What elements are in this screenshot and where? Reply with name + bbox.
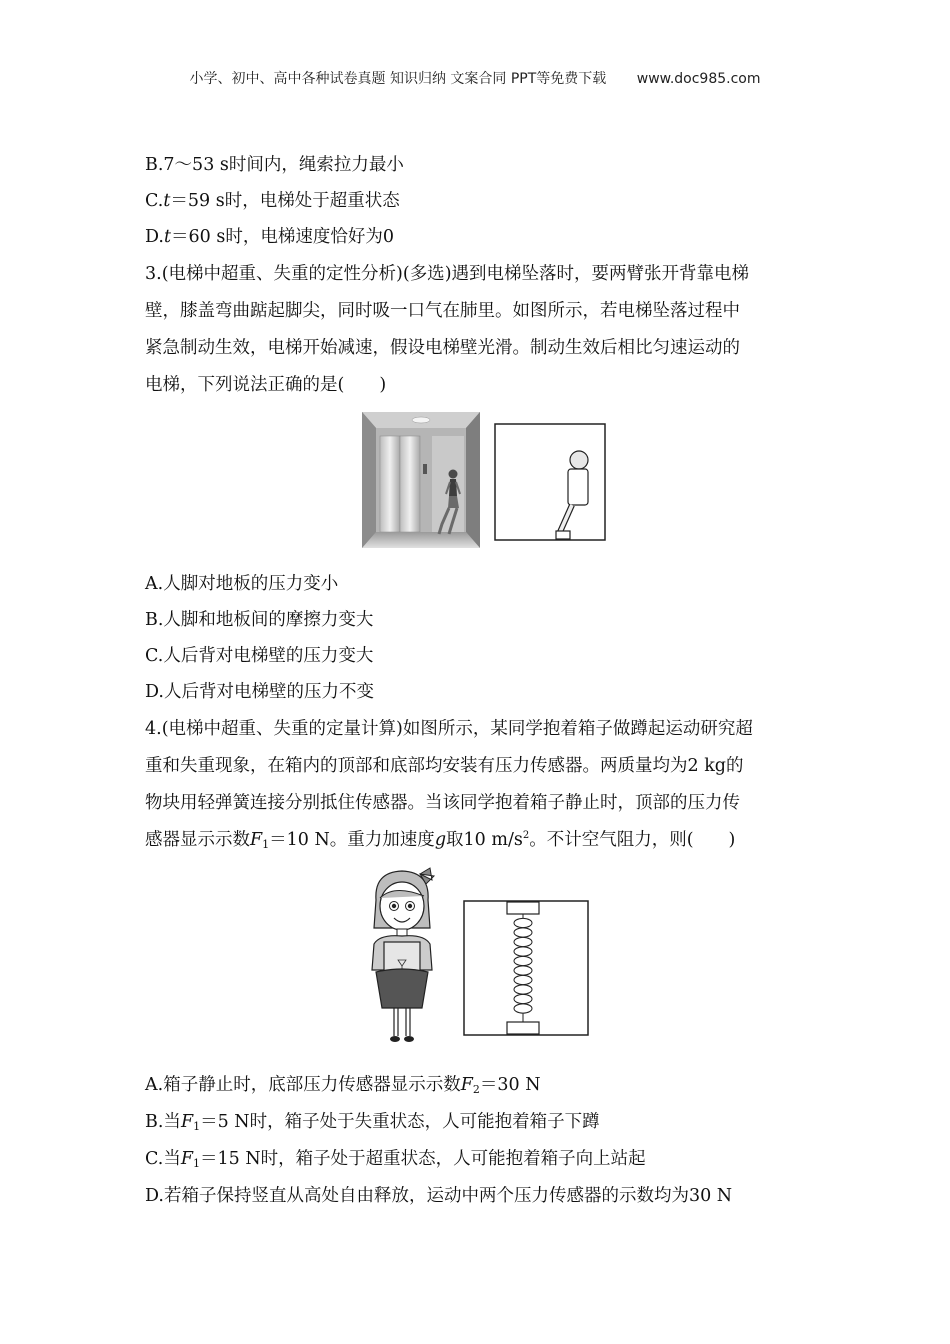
prev-option-d: D.t＝60 s时，电梯速度恰好为0 — [145, 227, 394, 247]
girl-holding-box-illustration — [360, 866, 444, 1046]
q4-option-d: D.若箱子保持竖直从高处自由释放，运动中两个压力传感器的示数均为30 N — [145, 1186, 733, 1206]
head-shape — [570, 451, 588, 469]
q3-stem-line2: 壁，膝盖弯曲踮起脚尖，同时吸一口气在肺里。如图所示，若电梯坠落过程中 — [145, 301, 740, 321]
prev-option-b: B.7～53 s时间内，绳索拉力最小 — [145, 155, 404, 175]
header-site-link[interactable]: www.doc985.com — [636, 71, 761, 87]
q4-tag: 电梯中超重、失重的定量计算 — [168, 719, 397, 739]
q4-option-c: C.当$F_1=15$ N时，箱子处于超重状态，人可能抱着箱子向上站起 — [145, 1149, 646, 1170]
spring-box-schematic — [463, 900, 589, 1036]
q3-option-d: D.人后背对电梯壁的压力不变 — [145, 682, 374, 702]
bottom-sensor-block — [507, 1022, 539, 1034]
q3-option-a: A.人脚对地板的压力变小 — [145, 574, 339, 594]
q3-multi-tag: 多选 — [409, 264, 445, 284]
foot-block — [556, 531, 570, 539]
q4-option-a: A.箱子静止时，底部压力传感器显示示数$F_2=30$ N — [145, 1075, 541, 1096]
q4-stem-line2: 重和失重现象，在箱内的顶部和底部均安装有压力传感器。两质量均为2 kg的 — [145, 756, 744, 776]
q4-stem-line3: 物块用轻弹簧连接分别抵住传感器。当该同学抱着箱子静止时，顶部的压力传 — [145, 793, 740, 813]
q4-stem-line4: 感器显示示数$F_1=10$ N。重力加速度g取10 $m/s^2$。不计空气阻力，则( ) — [145, 830, 736, 851]
elevator-photo — [362, 412, 480, 548]
q4-option-b: B.当$F_1=5$ N时，箱子处于失重状态，人可能抱着箱子下蹲 — [145, 1112, 600, 1133]
header-text: 小学、初中、高中各种试卷真题 知识归纳 文案合同 PPT等免费下载 — [189, 71, 607, 87]
prev-option-c: C.t＝59 s时，电梯处于超重状态 — [145, 191, 400, 211]
q3-tag: 电梯中超重、失重的定性分析 — [168, 264, 397, 284]
q3-stem-line3: 紧急制动生效，电梯开始减速，假设电梯壁光滑。制动生效后相比匀速运动的 — [145, 338, 740, 358]
q3-stem-line4: 电梯，下列说法正确的是( ) — [145, 375, 387, 395]
q3-option-c: C.人后背对电梯壁的压力变大 — [145, 646, 374, 666]
top-sensor-block — [507, 902, 539, 914]
q3-option-b: B.人脚和地板间的摩擦力变大 — [145, 610, 374, 630]
torso-shape — [568, 469, 588, 505]
elevator-schematic — [494, 423, 606, 541]
page-header — [0, 68, 950, 88]
q4-stem-line1: 4.(电梯中超重、失重的定量计算)如图所示，某同学抱着箱子做蹲起运动研究超 — [145, 719, 753, 739]
q3-stem-line1: 3.(电梯中超重、失重的定性分析)(多选)遇到电梯坠落时，要两臂张开背靠电梯 — [145, 264, 750, 284]
